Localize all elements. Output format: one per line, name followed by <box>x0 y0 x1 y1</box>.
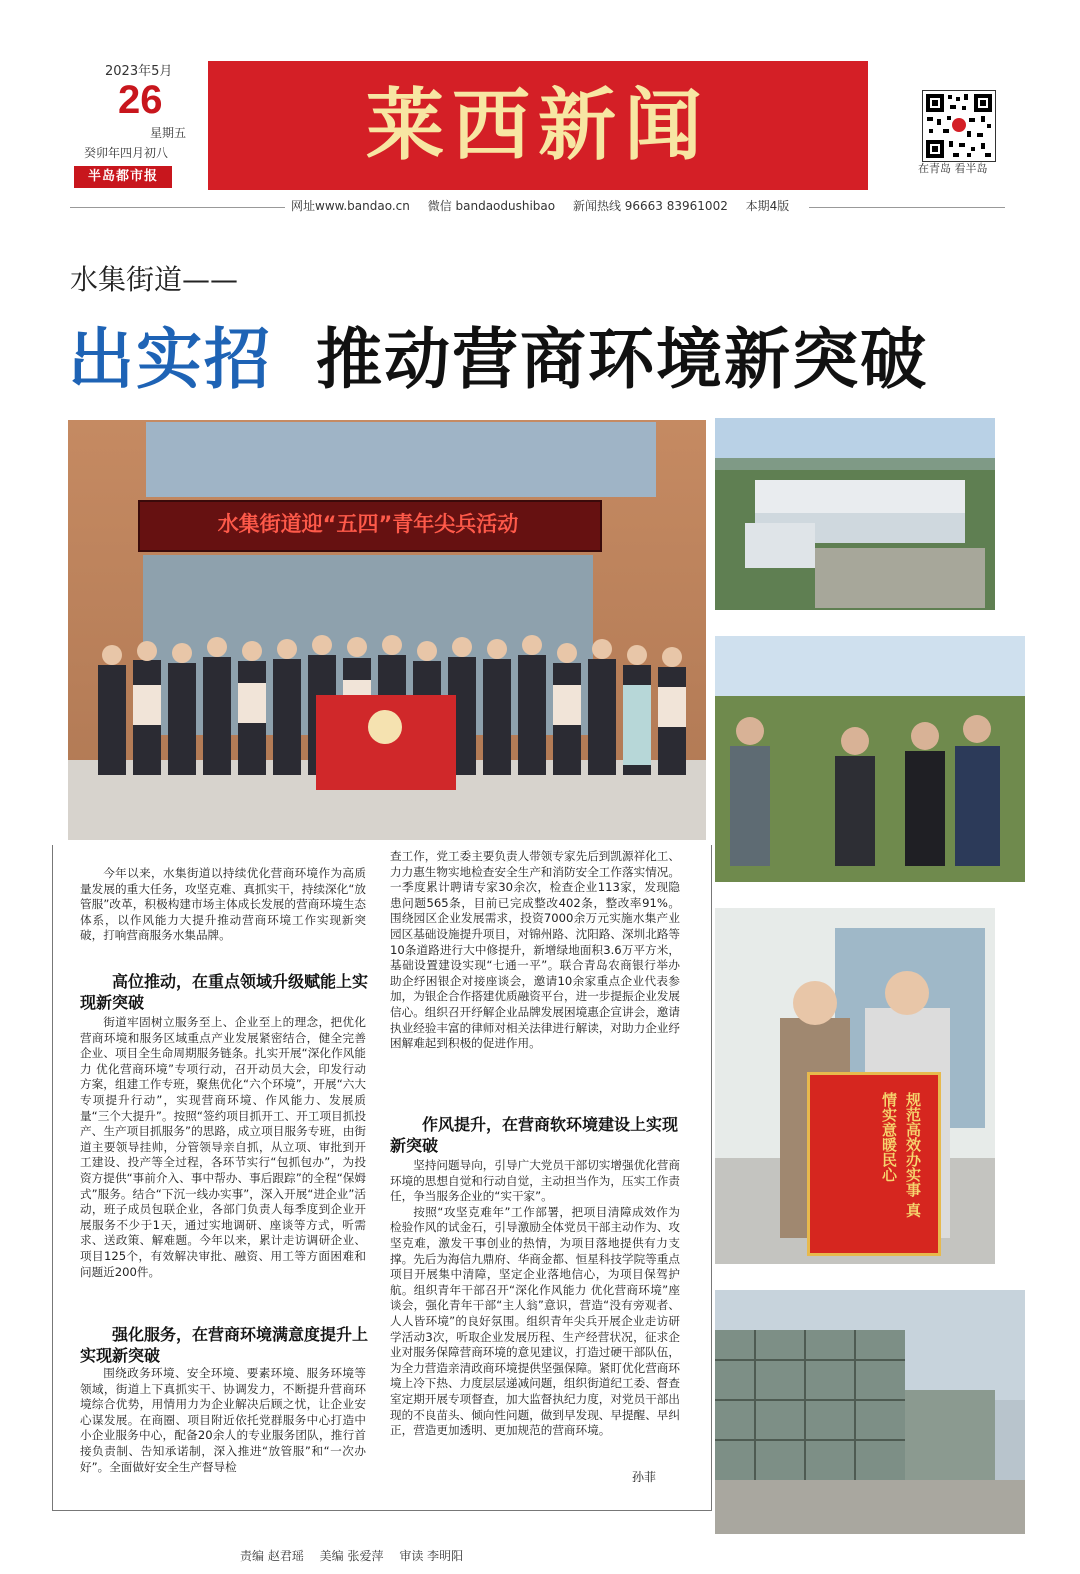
qr-caption: 在青岛 看半岛 <box>918 162 988 175</box>
paper-logo: 半岛都市报 <box>74 166 172 188</box>
headline-kicker: 水集街道—— <box>70 263 239 296</box>
qr-code-icon <box>922 90 996 162</box>
section1-paragraph: 街道牢固树立服务至上、企业至上的理念，把优化营商环境和服务区域重点产业发展紧密结合，健全完善企业、项目全生命周期服务链条。扎实开展“深化作风能力 优化营商环境”专项行动，召开动员大会，印发行动方案，组建工作专班，聚焦优化“六个环境”，开展“六大专项提升行动”，实现营商环境、作风能力、发展质量“三个大提升”。按照“签约项目抓开工、开工项目抓投产、生产项目抓服务”的思路，成立项目服务专班，由街道主要领导挂帅，分管领导亲自抓，从立项、审批到开工建设、投产等全过程，各环节实行“包抓包办”，为投资方提供“事前介入、事中帮办、事后跟踪”的全程“保姆式”服务。结合“下沉一线办实事”，深入开展“进企业”活动，班子成员包联企业，各部门负责人每季度到企业开展服务不少于1天，通过实地调研、座谈等方式，听需求、送政策、解难题。今年以来，累计走访调研企业、项目125个，有效解决审批、融资、用工等方面困难和问题近200件。 <box>80 1015 366 1279</box>
editor-credit: 责编 赵君瑶 <box>240 1549 304 1563</box>
hotline-text: 新闻热线 96663 83961002 <box>572 199 728 213</box>
factory-aerial-photo <box>715 418 995 610</box>
wechat-text: 微信 bandaodushibao <box>427 199 556 213</box>
reviewer-credit: 审读 李明阳 <box>399 1549 464 1563</box>
masthead-title: 莱西新闻 <box>365 80 710 171</box>
site-visit-photo <box>715 636 1025 882</box>
section1-title: 高位推动，在重点领域升级赋能上实现新突破 <box>80 972 369 1012</box>
pennant-text: 规范高效办实事 真情实意暖民心 <box>880 1092 922 1218</box>
website-text: 网址www.bandao.cn <box>291 199 410 213</box>
pages-text: 本期4版 <box>745 199 790 213</box>
section3-paragraph2: 按照“攻坚克难年”工作部署，把项目清障成效作为检验作风的试金石，引导激励全体党员干部主动作为、攻坚克难，激发干事创业的热情，为项目落地提供有力支撑。先后为海信九鼎府、华商金都、恒星科技学院等重点项目开展集中清障，坚定企业落地信心，为项目保驾护航。组织青年干部召开“深化作风能力 优化营商环境”座谈会，强化青年干部“主人翁”意识，营造“没有旁观者、人人皆环境”的良好氛围。组织青年尖兵开展企业走访研学活动3次，听取企业发展历程、生产经营状况，征求企业对服务保障营商环境的意见建议，打造过硬干部队伍，为全力营造亲清政商环境提供坚强保障。紧盯优化营商环境上冷下热、力度层层递减问题，组织街道纪工委、督查室定期开展专项督查，加大监督执纪力度，对党员干部出现的不良苗头、倾向性问题，做到早发现、早提醒、早纠正，营造更加透明、更加规范的营商环境。 <box>390 1204 680 1438</box>
section2-paragraph-continued: 查工作，党工委主要负责人带领专家先后到凯源祥化工、力力惠生物实地检查安全生产和消防安全工作落实情况。一季度累计聘请专家30余次，检查企业113家，发现隐患问题565条，目前已完成整改402条，整改率91%。围绕园区企业发展需求，投资7000余万元实施水集产业园区基础设施提升项目，对锦州路、沈阳路、深圳北路等10条道路进行大中修提升，新增绿地面积3.6万平方米，基础设置建设实现“七通一平”。联合青岛农商银行举办助企纾困银企对接座谈会，邀请10余家重点企业代表参加，为银企合作搭建优质融资平台，进一步提振企业发展信心。组织召开纾解企业品牌发展困境惠企宣讲会，邀请执业经验丰富的律师对相关法律进行解读，对助力企业纾困解难起到积极的促进作用。 <box>390 849 680 1051</box>
section2-body-col1 <box>80 1366 366 1475</box>
issue-day: 26 <box>118 78 163 122</box>
section2-body-col2 <box>390 849 680 1052</box>
credits-footer <box>240 1547 475 1564</box>
issue-lunar-date: 癸卯年四月初八 <box>84 146 169 160</box>
headline-part1: 出实招 <box>68 321 272 398</box>
section3-paragraph1: 坚持问题导向，引导广大党员干部切实增强优化营商环境的思想自觉和行动自觉，主动担当作为，压实工作责任，争当服务企业的“实干家”。 <box>390 1158 680 1204</box>
designer-credit: 美编 张爱萍 <box>319 1549 384 1563</box>
building-windows <box>146 422 656 497</box>
issue-weekday: 星期五 <box>150 126 187 140</box>
article-author: 孙菲 <box>632 1470 657 1484</box>
section1-body <box>80 1015 366 1280</box>
section3-title: 作风提升，在营商软环境建设上实现新突破 <box>390 1115 679 1155</box>
lead-paragraph: 今年以来，水集街道以持续优化营商环境作为高质量发展的重大任务，攻坚克难、真抓实干，持续深化“放管服”改革，积极构建市场主体成长发展的营商环境生态体系，以作风能力大提升推动营商环境工作实现新突破，打响营商服务水集品牌。 <box>80 866 366 943</box>
construction-site-photo <box>715 1290 1025 1534</box>
issue-year-month: 2023年5月 <box>105 64 173 79</box>
section2-paragraph: 围绕政务环境、安全环境、要素环境、服务环境等领域，街道上下真抓实干、协调发力，不断提升营商环境综合优势，用情用力为企业解决后顾之忧，让企业安心谋发展。在商圈、项目附近依托党群服务中心打造中小企业服务中心，配备20余人的专业服务团队，推行首接负责制、告知承诺制，深入推进“放管服”和“一次办好”。全面做好安全生产督导检 <box>80 1366 366 1474</box>
led-banner-text: 水集街道迎“五四”青年尖兵活动 <box>217 512 519 536</box>
section2-title: 强化服务，在营商环境满意度提升上实现新突破 <box>80 1325 369 1365</box>
info-bar <box>285 197 809 214</box>
article-lead <box>80 866 366 944</box>
flag-emblem-icon <box>368 710 402 744</box>
main-photo-group <box>68 420 706 840</box>
section3-body <box>390 1158 680 1439</box>
headline-part2: 推动营商环境新突破 <box>316 321 928 398</box>
